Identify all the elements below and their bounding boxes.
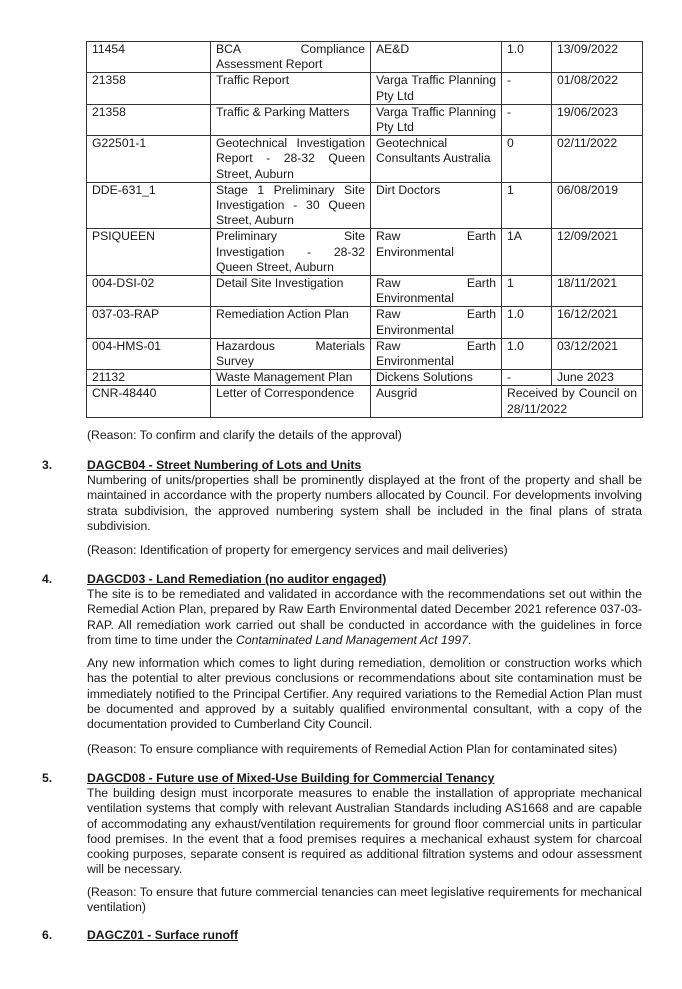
- cell-received: Received by Council on 28/11/2022: [502, 386, 643, 417]
- cell-date: June 2023: [552, 370, 643, 386]
- condition-number: 6.: [42, 928, 53, 942]
- cell-title: Detail Site Investigation: [211, 276, 371, 307]
- cell-ref: 11454: [87, 42, 211, 73]
- cell-rev: 1.0: [502, 307, 552, 338]
- table-row: [87, 73, 643, 104]
- condition-paragraph: The building design must incorporate measures to enable the installation of appropriate mechanical ventilation systems that comply with relevant Australian Standards including AS1668 and are capable of accommodating any exhaust/ventilation requirements for ground floor commercial units in particular food premises. In the event that a food premises requires a mechanical exhaust system for charcoal cooking purposes, separate consent is required as additional filtration systems and odour assessment will be necessary.: [87, 786, 642, 877]
- cell-date: 06/08/2019: [552, 182, 643, 229]
- table-row: [87, 182, 643, 229]
- cell-rev: 0: [502, 136, 552, 183]
- table-row: [87, 136, 643, 183]
- cell-ref: 004-DSI-02: [87, 276, 211, 307]
- table-row: [87, 307, 643, 338]
- cell-ref: 21358: [87, 104, 211, 135]
- cell-rev: -: [502, 370, 552, 386]
- cell-rev: -: [502, 104, 552, 135]
- cell-author: Ausgrid: [371, 386, 502, 417]
- cell-author: Raw Earth Environmental: [371, 307, 502, 338]
- approved-documents-table: [86, 41, 643, 418]
- cell-date: 12/09/2021: [552, 229, 643, 276]
- table-row: [87, 229, 643, 276]
- cell-title: Waste Management Plan: [211, 370, 371, 386]
- cell-rev: 1.0: [502, 42, 552, 73]
- cell-title: BCA Compliance Assessment Report: [211, 42, 371, 73]
- cell-date: 16/12/2021: [552, 307, 643, 338]
- cell-rev: 1: [502, 182, 552, 229]
- cell-rev: 1.0: [502, 338, 552, 369]
- cell-title: Hazardous Materials Survey: [211, 338, 371, 369]
- cell-author: Dirt Doctors: [371, 182, 502, 229]
- table-row: [87, 338, 643, 369]
- cell-ref: 21358: [87, 73, 211, 104]
- reason-text: (Reason: To ensure that future commercial tenancies can meet legislative requirements for mechanical ventilation): [87, 885, 642, 915]
- cell-ref: 21132: [87, 370, 211, 386]
- condition-number: 3.: [42, 458, 53, 472]
- cell-title: Stage 1 Preliminary Site Investigation - 30 Queen Street, Auburn: [211, 182, 371, 229]
- table-row: [87, 104, 643, 135]
- condition-paragraph: The site is to be remediated and validated in accordance with the recommendations set out within the Remedial Action Plan, prepared by Raw Earth Environmental dated December 2021 reference 037-03-RAP. All remediation work carried out shall be conducted in accordance with the guidelines in force from time to time under the Contaminated Land Management Act 1997.: [87, 587, 642, 647]
- cell-ref: 004-HMS-01: [87, 338, 211, 369]
- act-name: Contaminated Land Management Act 1997: [236, 632, 468, 647]
- cell-rev: -: [502, 73, 552, 104]
- paragraph-text: The site is to be remediated and validated in accordance with the recommendations set out within the Remedial Action Plan, prepared by Raw Earth Environmental dated December 2021 reference 037-03-RAP. All remediation work carried out shall be conducted in accordance with the guidelines in force from time to time under the: [87, 587, 642, 647]
- cell-author: Geotechnical Consultants Australia: [371, 136, 502, 183]
- cell-date: 03/12/2021: [552, 338, 643, 369]
- cell-date: 01/08/2022: [552, 73, 643, 104]
- reason-text: (Reason: To confirm and clarify the details of the approval): [87, 428, 402, 442]
- cell-date: 02/11/2022: [552, 136, 643, 183]
- cell-title: Traffic & Parking Matters: [211, 104, 371, 135]
- cell-author: Varga Traffic Planning Pty Ltd: [371, 104, 502, 135]
- cell-ref: DDE-631_1: [87, 182, 211, 229]
- reason-text: (Reason: Identification of property for emergency services and mail deliveries): [87, 543, 508, 557]
- reason-text: (Reason: To ensure compliance with requirements of Remedial Action Plan for contaminated sites): [87, 742, 618, 756]
- table-row: [87, 370, 643, 386]
- cell-title: Remediation Action Plan: [211, 307, 371, 338]
- table-row: [87, 42, 643, 73]
- cell-date: 18/11/2021: [552, 276, 643, 307]
- condition-paragraph: Any new information which comes to light during remediation, demolition or construction works which has the potential to alter previous conclusions or recommendations about site contamination must be immediately notified to the Principal Certifier. Any required variations to the Remedial Action Plan must be documented and approved by a suitably qualified environmental consultant, with a copy of the documentation provided to Cumberland City Council.: [87, 656, 642, 732]
- table-row: [87, 276, 643, 307]
- cell-ref: PSIQUEEN: [87, 229, 211, 276]
- condition-heading: DAGCZ01 - Surface runoff: [87, 928, 239, 942]
- cell-author: Varga Traffic Planning Pty Ltd: [371, 73, 502, 104]
- cell-ref: CNR-48440: [87, 386, 211, 417]
- table-row: [87, 386, 643, 417]
- cell-author: AE&D: [371, 42, 502, 73]
- cell-title: Preliminary Site Investigation - 28-32 Queen Street, Auburn: [211, 229, 371, 276]
- condition-paragraph: Numbering of units/properties shall be prominently displayed at the front of the property and shall be maintained in accordance with the property numbers allocated by Council. For developments involving strata subdivision, the approved numbering system shall be included in the final plans of strata subdivision.: [87, 473, 642, 533]
- cell-date: 19/06/2023: [552, 104, 643, 135]
- condition-heading: DAGCD03 - Land Remediation (no auditor engaged): [87, 572, 387, 586]
- cell-rev: 1A: [502, 229, 552, 276]
- cell-rev: 1: [502, 276, 552, 307]
- cell-title: Geotechnical Investigation Report - 28-32 Queen Street, Auburn: [211, 136, 371, 183]
- cell-title: Letter of Correspondence: [211, 386, 371, 417]
- cell-author: Raw Earth Environmental: [371, 338, 502, 369]
- cell-author: Dickens Solutions: [371, 370, 502, 386]
- cell-date: 13/09/2022: [552, 42, 643, 73]
- condition-number: 4.: [42, 572, 53, 586]
- condition-number: 5.: [42, 771, 53, 785]
- cell-title: Traffic Report: [211, 73, 371, 104]
- cell-ref: 037-03-RAP: [87, 307, 211, 338]
- cell-author: Raw Earth Environmental: [371, 229, 502, 276]
- condition-heading: DAGCB04 - Street Numbering of Lots and Units: [87, 458, 362, 472]
- condition-heading: DAGCD08 - Future use of Mixed-Use Building for Commercial Tenancy: [87, 771, 495, 785]
- cell-ref: G22501-1: [87, 136, 211, 183]
- cell-author: Raw Earth Environmental: [371, 276, 502, 307]
